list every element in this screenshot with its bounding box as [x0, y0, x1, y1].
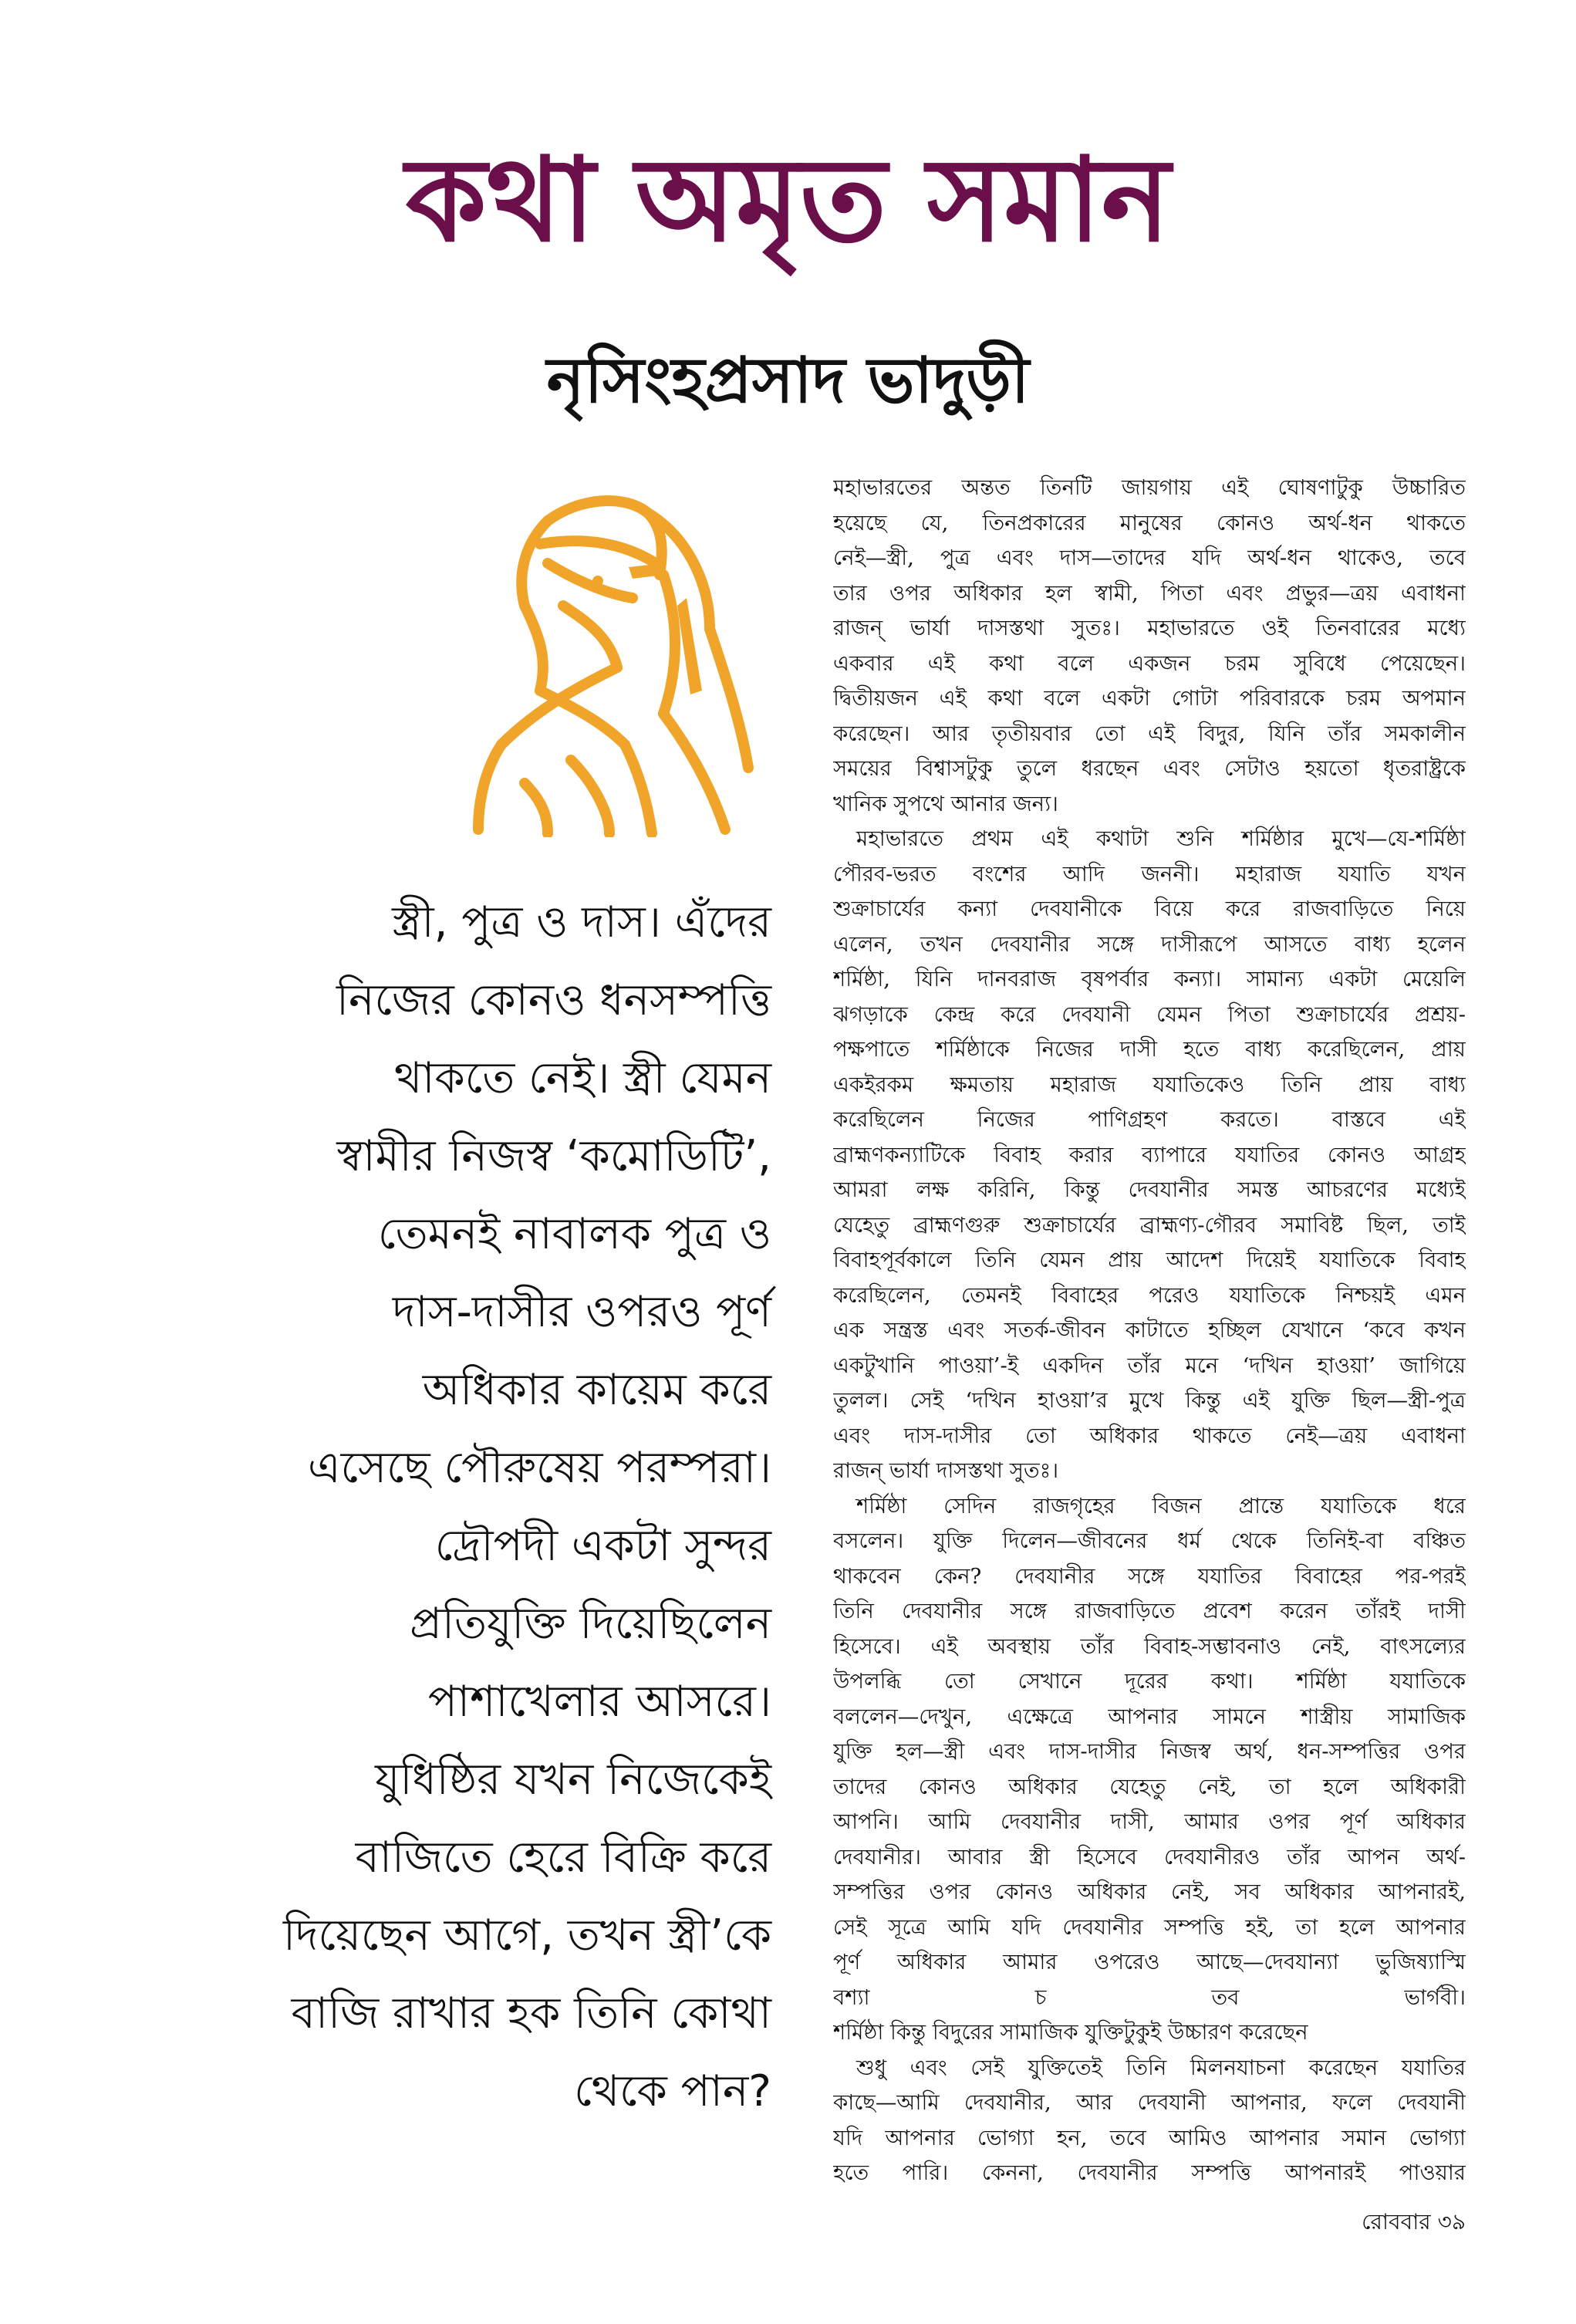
pull-quote-line: পাশাখেলার আসরে। — [427, 1677, 771, 1727]
body-text-line: এলেন, তখন দেবযানীর সঙ্গে দাসীরূপে আসতে বাধ্য হলেন — [833, 931, 1466, 957]
body-text-line: আপনি। আমি দেবযানীর দাসী, আমার ওপর পূর্ণ অধিকার — [833, 1809, 1466, 1834]
body-text-line: হিসেবে। এই অবস্থায় তাঁর বিবাহ-সম্ভাবনাও নেই, বাৎসল্যের — [833, 1633, 1466, 1659]
body-text-line: আমরা লক্ষ করিনি, কিন্তু দেবযানীর সমস্ত আচরণের মধ্যেই — [833, 1177, 1466, 1202]
body-text-line: করেছেন। আর তৃতীয়বার তো এই বিদুর, যিনি তাঁর সমকালীন — [833, 721, 1466, 746]
body-text-line: খানিক সুপথে আনার জন্য। — [833, 791, 1058, 816]
pull-quote-line: নিজের কোনও ধনসম্পত্তি — [336, 975, 771, 1025]
body-text-line: তার ওপর অধিকার হল স্বামী, পিতা এবং প্রভুর—ত্রয় এবাধনা — [833, 580, 1466, 606]
body-text-line: শুধু এবং সেই যুক্তিতেই তিনি মিলনযাচনা করেছেন যযাতির — [856, 2055, 1466, 2080]
page-title: কথা অমৃত সমান — [405, 133, 1171, 268]
pull-quote-line: প্রতিযুক্তি দিয়েছিলেন — [410, 1599, 771, 1649]
pull-quote-line: থেকে পান? — [574, 2066, 771, 2116]
body-text-line: পূর্ণ অধিকার আমার ওপরেও আছে—দেবযান্যা ভুজিষ্যাস্মি — [833, 1950, 1466, 1974]
body-text-line: শর্মিষ্ঠা কিন্তু বিদুরের সামাজিক যুক্তিটুকুই উচ্চারণ করেছেন — [833, 2020, 1308, 2045]
body-text-line: হয়েছে যে, তিনপ্রকারের মানুষের কোনও অর্থ-ধন থাকতে — [833, 510, 1466, 535]
body-text-line: মহাভারতে প্রথম এই কথাটা শুনি শর্মিষ্ঠার মুখে—যে-শর্মিষ্ঠা — [856, 826, 1466, 851]
pull-quote-line: এসেছে পৌরুষেয় পরম্পরা। — [308, 1443, 771, 1493]
body-text-line: সম্পত্তির ওপর কোনও অধিকার নেই, সব অধিকার আপনারই, — [833, 1880, 1466, 1904]
body-text-line: শর্মিষ্ঠা সেদিন রাজগৃহের বিজন প্রান্তে যযাতিকে ধরে — [856, 1493, 1466, 1518]
body-text-line: পৌরব-ভরত বংশের আদি জননী। মহারাজ যযাতি যখন — [833, 861, 1466, 887]
article-body — [833, 471, 1466, 2191]
pull-quote-line: বাজি রাখার হক তিনি কোথা — [291, 1988, 771, 2039]
pull-quote-line: বাজিতে হেরে বিক্রি করে — [355, 1833, 771, 1883]
body-text-line: সময়ের বিশ্বাসটুকু তুলে ধরছেন এবং সেটাও হয়তো ধৃতরাষ্ট্রকে — [833, 756, 1466, 781]
pull-quote-line: দ্রৌপদী একটা সুন্দর — [434, 1521, 771, 1571]
body-text-line: দেবযানীর। আবার স্ত্রী হিসেবে দেবযানীরও তাঁর আপন অর্থ- — [833, 1844, 1466, 1870]
body-text-line: যদি আপনার ভোগ্যা হন, তবে আমিও আপনার সমান ভোগ্যা — [833, 2125, 1466, 2150]
pull-quote-line: থাকতে নেই। স্ত্রী যেমন — [394, 1053, 771, 1103]
body-text-line: তুলল। সেই ‘দখিন হাওয়া’র মুখে কিন্তু এই যুক্তি ছিল—স্ত্রী-পুত্র — [833, 1388, 1466, 1413]
body-text-line: বসলেন। যুক্তি দিলেন—জীবনের ধর্ম থেকে তিনিই-বা বঞ্চিত — [833, 1529, 1466, 1553]
body-text-line: এবং দাস-দাসীর তো অধিকার থাকতে নেই—ত্রয় এবাধনা — [833, 1423, 1466, 1448]
body-text-line: নেই—স্ত্রী, পুত্র এবং দাস—তাদের যদি অর্থ-ধন থাকেও, তবে — [833, 546, 1466, 570]
body-text-line: যুক্তি হল—স্ত্রী এবং দাস-দাসীর নিজস্ব অর্থ, ধন-সম্পত্তির ওপর — [833, 1739, 1466, 1764]
pull-quote-line: যুধিষ্ঠির যখন নিজেকেই — [375, 1755, 771, 1805]
body-text-line: বিবাহপূর্বকালে তিনি যেমন প্রায় আদেশ দিয়েই যযাতিকে বিবাহ — [833, 1248, 1466, 1272]
body-text-line: ঝগড়াকে কেন্দ্র করে দেবযানী যেমন পিতা শুক্রাচার্যের প্রশ্রয়- — [833, 1002, 1466, 1027]
body-text-line: উপলব্ধি তো সেখানে দূরের কথা। শর্মিষ্ঠা যযাতিকে — [833, 1669, 1466, 1694]
body-text-line: বললেন—দেখুন, এক্ষেত্রে আপনার সামনে শাস্ত্রীয় সামাজিক — [833, 1704, 1466, 1729]
body-text-line: এক সন্ত্রস্ত এবং সতর্ক-জীবন কাটাতে হচ্ছিল যেখানে ‘কবে কখন — [833, 1318, 1466, 1343]
body-text-line: একইরকম ক্ষমতায় মহারাজ যযাতিকেও তিনি প্রায় বাধ্য — [833, 1072, 1466, 1097]
pull-quote-line: স্ত্রী, পুত্র ও দাস। এঁদের — [392, 897, 771, 948]
pull-quote-line: অধিকার কায়েম করে — [422, 1365, 771, 1415]
body-text-line: কাছে—আমি দেবযানীর, আর দেবযানী আপনার, ফলে দেবযানী — [833, 2090, 1466, 2115]
page-footer: রোববার ৩৯ — [1362, 2209, 1466, 2234]
body-text-line: একটুখানি পাওয়া’-ই একদিন তাঁর মনে ‘দখিন হাওয়া’ জাগিয়ে — [833, 1353, 1466, 1378]
body-text-line: একবার এই কথা বলে একজন চরম সুবিধে পেয়েছেন। — [833, 650, 1466, 676]
body-text-line: শর্মিষ্ঠা, যিনি দানবরাজ বৃষপর্বার কন্যা। সামান্য একটা মেয়েলি — [833, 967, 1466, 991]
body-text-line: করেছিলেন নিজের পাণিগ্রহণ করতে। বাস্তবে এই — [833, 1107, 1466, 1132]
body-text-line: রাজন্‌ ভার্যা দাসস্তথা সুতঃ। — [833, 1458, 1059, 1483]
pull-quote — [154, 883, 771, 2130]
pull-quote-line: দিয়েছেন আগে, তখন স্ত্রী’কে — [283, 1910, 771, 1961]
body-text-line: করেছিলেন, তেমনই বিবাহের পরেও যযাতিকে নিশ্চয়ই এমন — [833, 1282, 1466, 1308]
body-text-line: যেহেতু ব্রাহ্মণগুরু শুক্রাচার্যের ব্রাহ্মণ্য-গৌরব সমাবিষ্ট ছিল, তাই — [833, 1212, 1466, 1238]
body-text-line: তাদের কোনও অধিকার যেহেতু নেই, তা হলে অধিকারী — [833, 1774, 1466, 1799]
body-text-line: হতে পারি। কেননা, দেবযানীর সম্পত্তি আপনারই পাওয়ার — [833, 2160, 1466, 2185]
woman-sketch-illustration — [432, 490, 771, 837]
pull-quote-line: স্বামীর নিজস্ব ‘কমোডিটি’, — [336, 1131, 771, 1181]
body-text-line: শুক্রাচার্যের কন্যা দেবযানীকে বিয়ে করে রাজবাড়িতে নিয়ে — [833, 897, 1466, 921]
body-text-line: তিনি দেবযানীর সঙ্গে রাজবাড়িতে প্রবেশ করেন তাঁরই দাসী — [833, 1599, 1466, 1623]
body-text-line: পক্ষপাতে শর্মিষ্ঠাকে নিজের দাসী হতে বাধ্য করেছিলেন, প্রায় — [833, 1037, 1466, 1062]
author-name: নৃসিংহপ্রসাদ ভাদুড়ী — [546, 344, 1030, 417]
body-text-line: রাজন্‌ ভার্যা দাসস্তথা সুতঃ। মহাভারতে ওই তিনবারের মধ্যে — [833, 616, 1466, 640]
pull-quote-line: তেমনই নাবালক পুত্র ও — [377, 1209, 771, 1259]
body-text-line: মহাভারতের অন্তত তিনটি জায়গায় এই ঘোষণাটুকু উচ্চারিত — [833, 475, 1466, 500]
pull-quote-line: দাস-দাসীর ওপরও পূর্ণ — [392, 1287, 771, 1337]
body-text-line: সেই সূত্রে আমি যদি দেবযানীর সম্পত্তি হই, তা হলে আপনার — [833, 1914, 1466, 1940]
body-text-line: বশ্যা চ তব ভার্গবী। — [833, 1985, 1466, 2010]
body-text-line: থাকবেন কেন? দেবযানীর সঙ্গে যযাতির বিবাহের পর-পরই — [833, 1563, 1466, 1589]
body-text-line: দ্বিতীয়জন এই কথা বলে একটা গোটা পরিবারকে চরম অপমান — [833, 686, 1466, 711]
body-text-line: ব্রাহ্মণকন্যাটিকে বিবাহ করার ব্যাপারে যযাতির কোনও আগ্রহ — [833, 1142, 1466, 1167]
